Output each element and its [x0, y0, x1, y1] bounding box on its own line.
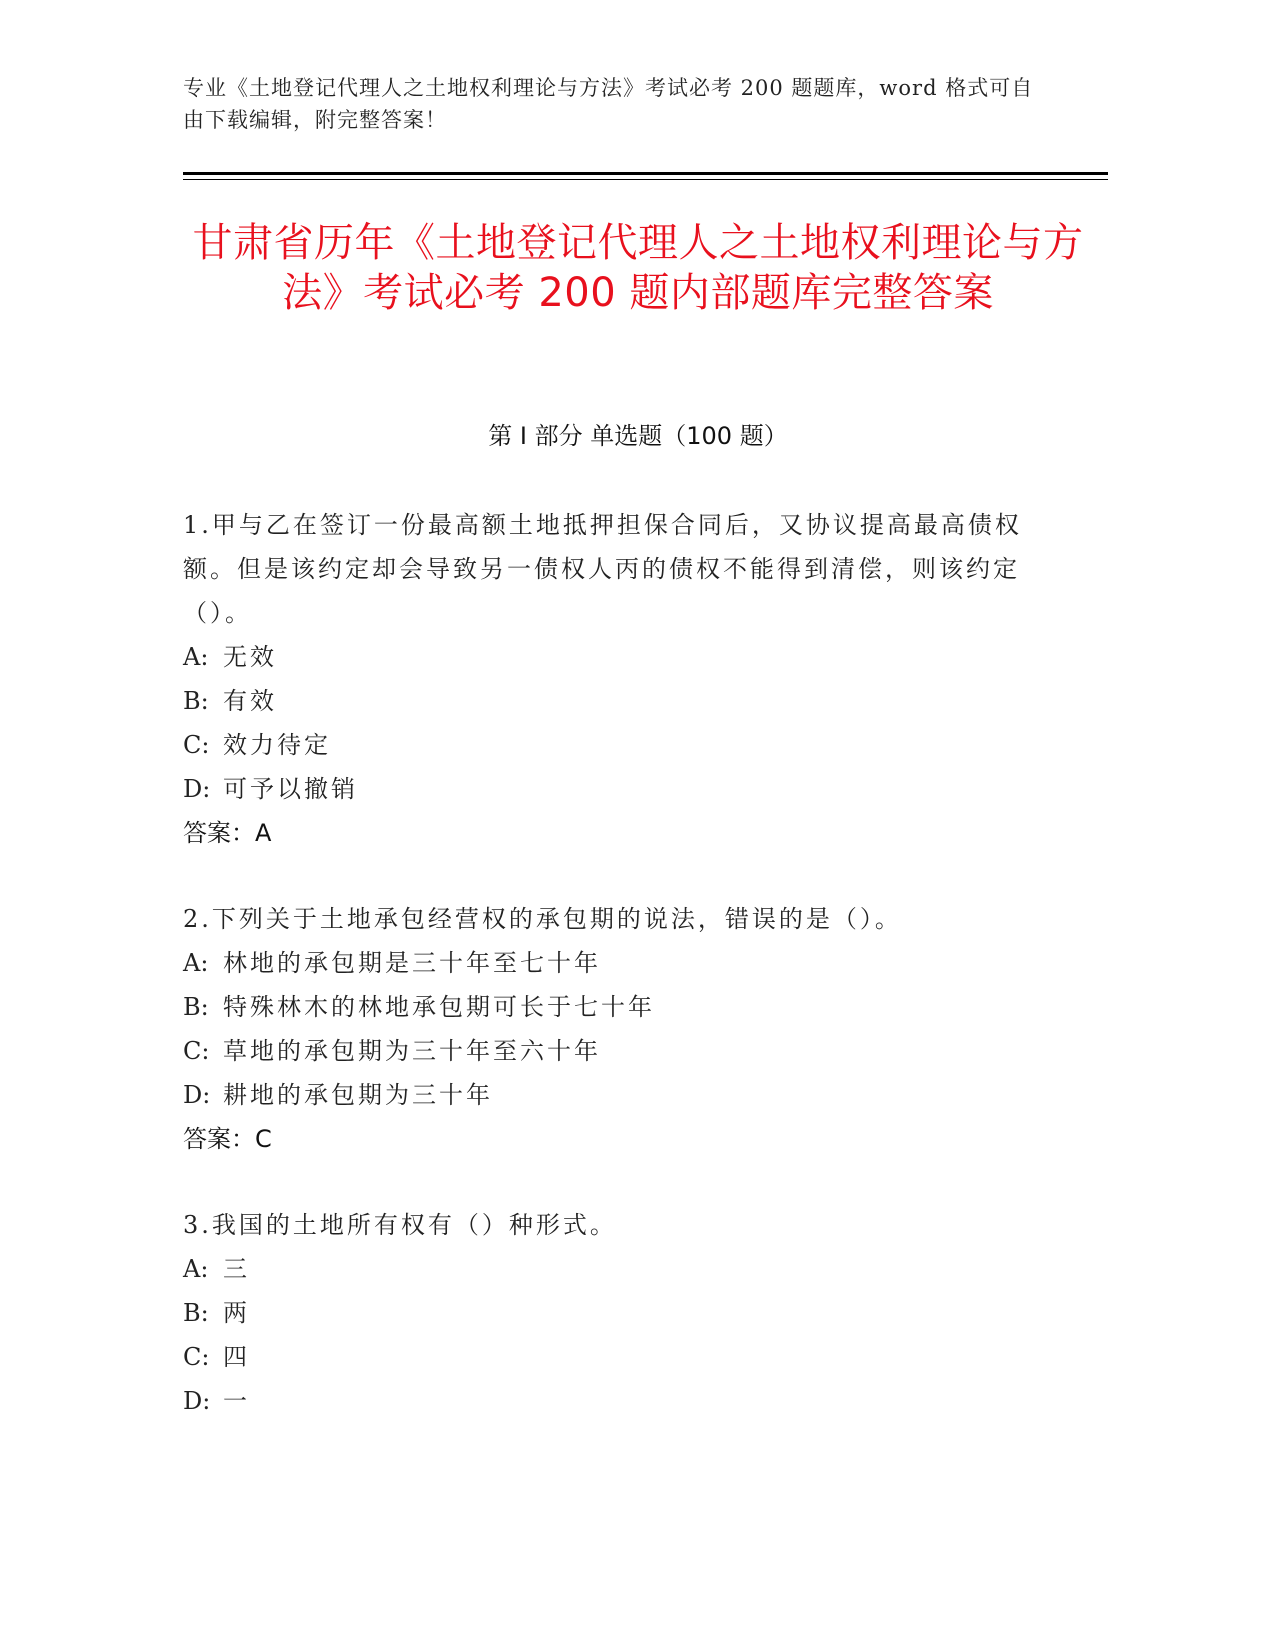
option-letter: B: [183, 993, 209, 1021]
question-stem: 1.甲与乙在签订一份最高额土地抵押担保合同后，又协议提高最高债权额。但是该约定却会导致另一债权人丙的债权不能得到清偿，则该约定（）。 [183, 511, 1022, 627]
option-b [183, 1291, 1053, 1335]
header-rule-thin [183, 179, 1108, 180]
option-letter: D: [183, 1387, 211, 1415]
option-letter: C: [183, 731, 210, 759]
option-a [183, 941, 1053, 985]
question-stem: 2.下列关于土地承包经营权的承包期的说法，错误的是（）。 [183, 905, 902, 933]
option-a [183, 635, 1053, 679]
option-letter: B: [183, 687, 209, 715]
header-note: 专业《土地登记代理人之土地权利理论与方法》考试必考 200 题题库，word 格式可自由下载编辑，附完整答案！ [183, 76, 1034, 132]
option-letter: D: [183, 1081, 211, 1109]
option-text: 无效 [223, 643, 277, 671]
answer: 答案：A [183, 819, 272, 847]
option-text: 草地的承包期为三十年至六十年 [223, 1037, 601, 1065]
question-stem: 3.我国的土地所有权有（）种形式。 [183, 1211, 617, 1239]
option-letter: C: [183, 1343, 210, 1371]
option-text: 两 [223, 1299, 250, 1327]
option-a [183, 1247, 1053, 1291]
option-text: 有效 [223, 687, 277, 715]
option-letter: A: [183, 643, 209, 671]
option-text: 耕地的承包期为三十年 [223, 1081, 493, 1109]
option-letter: A: [183, 1255, 209, 1283]
header-rule-thick [183, 172, 1108, 175]
option-text: 四 [223, 1343, 250, 1371]
option-letter: D: [183, 775, 211, 803]
question-3 [183, 1203, 1053, 1423]
section-title: 第 I 部分 单选题（100 题） [488, 422, 788, 450]
answer: 答案：C [183, 1125, 272, 1153]
document-title: 甘肃省历年《土地登记代理人之土地权利理论与方法》考试必考 200 题内部题库完整答案 [192, 220, 1084, 316]
option-letter: A: [183, 949, 209, 977]
option-text: 效力待定 [223, 731, 331, 759]
option-d [183, 767, 1053, 811]
option-c [183, 723, 1053, 767]
option-b [183, 985, 1053, 1029]
question-list [183, 503, 1053, 1465]
option-text: 林地的承包期是三十年至七十年 [223, 949, 601, 977]
question-2 [183, 897, 1053, 1161]
question-1 [183, 503, 1053, 855]
option-b [183, 679, 1053, 723]
option-letter: B: [183, 1299, 209, 1327]
option-d [183, 1379, 1053, 1423]
option-d [183, 1073, 1053, 1117]
option-text: 一 [223, 1387, 250, 1415]
option-text: 特殊林木的林地承包期可长于七十年 [223, 993, 655, 1021]
option-c [183, 1029, 1053, 1073]
option-text: 三 [223, 1255, 250, 1283]
option-c [183, 1335, 1053, 1379]
option-letter: C: [183, 1037, 210, 1065]
option-text: 可予以撤销 [223, 775, 358, 803]
